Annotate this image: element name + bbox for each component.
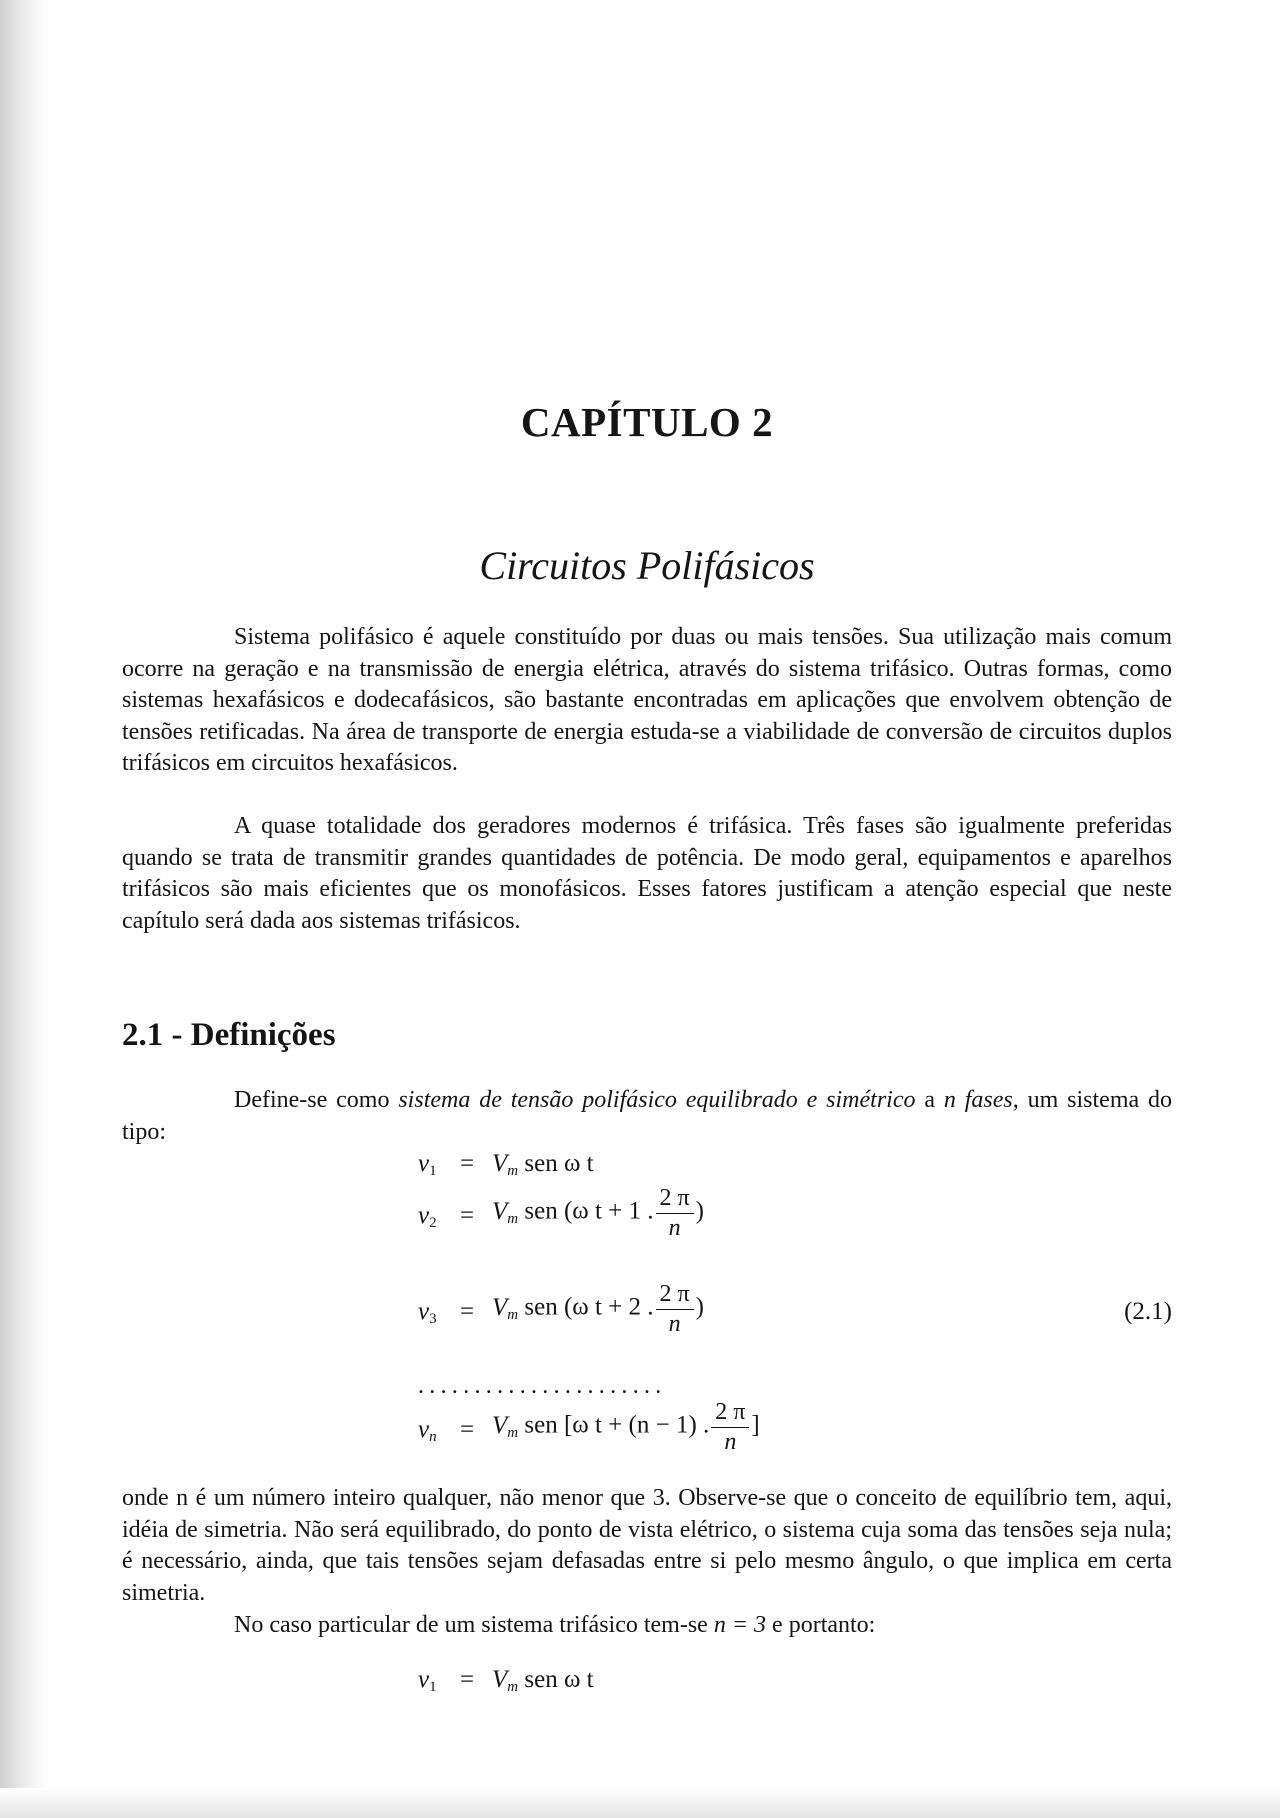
- equation-vn: [122, 1398, 1172, 1458]
- equation-v3: [122, 1280, 1172, 1340]
- equation-rhs: $V_m$ sen ω t: [492, 1666, 594, 1695]
- three-phase-text-start: No caso particular de um sistema trifásico tem-se: [234, 1612, 714, 1638]
- section-heading: 2.1 - Definições: [122, 1017, 336, 1053]
- definition-term: sistema de tensão polifásico equilibrado e simétrico: [398, 1087, 916, 1113]
- equation-rhs: $V_m$ sen (ω t + 1 . $\frac{2 \pi}{n}$ ): [492, 1185, 704, 1241]
- three-phase-math: n = 3: [713, 1612, 767, 1638]
- paragraph-intro: Sistema polifásico é aquele constituído por duas ou mais tensões. Sua utilização mais comum ocorre na geração e na transmissão de energia elétrica, através do sistema trifásico. Outras formas, como sistemas hexafásicos e dodecafásicos, são bastante encontradas em aplicações que envolvem obtenção de tensões retificadas. Na área de transporte de energia estuda-se a viabilidade de conversão de circuitos duplos trifásicos em circuitos hexafásicos.: [122, 624, 1172, 776]
- equals-sign: =: [460, 1150, 475, 1177]
- paragraph-three-phase: [122, 1610, 1172, 1642]
- equation-lhs: $v_n$: [418, 1416, 437, 1445]
- equation-three-phase-v1: [122, 1666, 1172, 1726]
- equation-rhs: $V_m$ sen [ω t + (n − 1) . $\frac{2 \pi}{n}$ ]: [492, 1399, 760, 1455]
- chapter-label: CAPÍTULO 2: [520, 399, 774, 445]
- equals-sign: =: [460, 1416, 475, 1443]
- scan-shadow: [0, 0, 46, 1818]
- equation-lhs: $v_1$: [418, 1666, 437, 1695]
- equals-sign: =: [460, 1202, 475, 1229]
- paragraph-equilibrium: onde n é um número inteiro qualquer, não menor que 3. Observe-se que o conceito de equilíbrio tem, aqui, idéia de simetria. Não será equilibrado, do ponto de vista elétrico, o sistema cuja soma das tensões seja nula; é necessário, ainda, que tais tensões sejam defasadas entre si pelo mesmo ângulo, o que implica em certa simetria.: [122, 1485, 1172, 1606]
- fraction-2pi-n: $\frac{2 \pi}{n}$: [656, 1280, 694, 1338]
- ellipsis-dots: ......................: [418, 1373, 667, 1399]
- equals-sign: =: [460, 1298, 475, 1325]
- equation-v2: [122, 1184, 1172, 1244]
- fraction-2pi-n: $\frac{2 \pi}{n}$: [711, 1398, 749, 1456]
- equation-rhs: $V_m$ sen (ω t + 2 . $\frac{2 \pi}{n}$ ): [492, 1281, 704, 1337]
- paragraph-definition: [122, 1085, 1172, 1148]
- definition-text-end: , um sistema do tipo:: [122, 1087, 1173, 1145]
- definition-phases: n fases: [943, 1087, 1013, 1113]
- equation-lhs: $v_2$: [418, 1202, 437, 1231]
- chapter-title: Circuitos Polifásicos: [479, 543, 815, 588]
- equation-number: (2.1): [1124, 1298, 1172, 1325]
- equation-lhs: $v_3$: [418, 1298, 437, 1327]
- equation-rhs: $V_m$ sen ω t: [492, 1150, 594, 1179]
- equals-sign: =: [460, 1666, 475, 1693]
- definition-text-mid: a: [915, 1087, 944, 1113]
- fraction-2pi-n: $\frac{2 \pi}{n}$: [656, 1184, 694, 1242]
- paragraph-generators: A quase totalidade dos geradores modernos é trifásica. Três fases são igualmente preferidas quando se trata de transmitir grandes quantidades de potência. De modo geral, equipamentos e aparelhos trifásicos são mais eficientes que os monofásicos. Esses fatores justificam a atenção especial que neste capítulo será dada aos sistemas trifásicos.: [122, 813, 1172, 934]
- three-phase-text-end: e portanto:: [766, 1612, 876, 1638]
- equation-lhs: $v_1$: [418, 1150, 437, 1179]
- definition-text-start: Define-se como: [234, 1087, 399, 1113]
- page: [122, 0, 1172, 1818]
